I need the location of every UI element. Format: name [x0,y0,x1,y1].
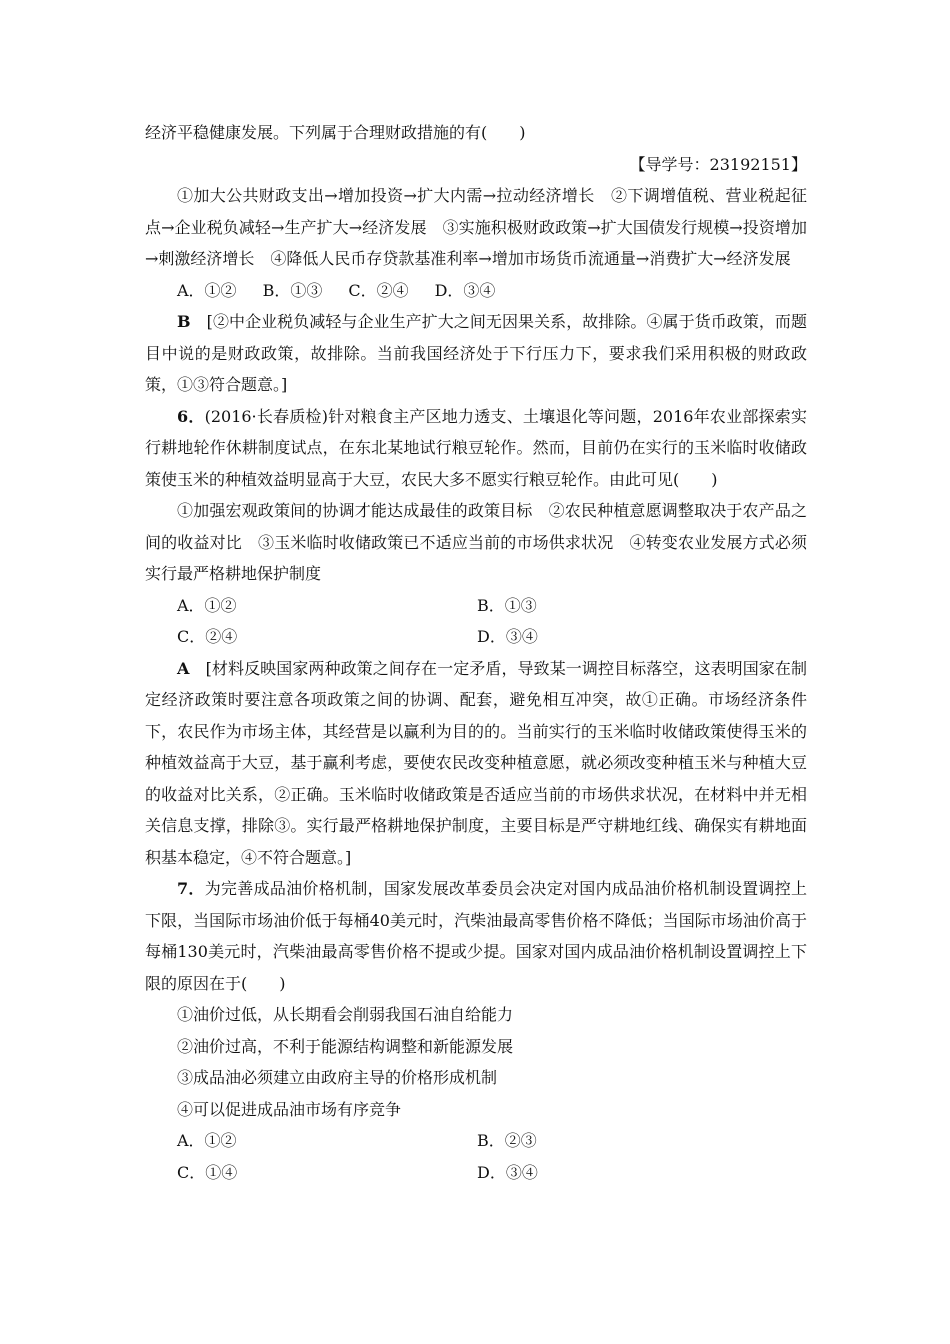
q5-option-b: B．①③ [262,280,323,300]
q7-item-3: ③成品油必须建立由政府主导的价格形成机制 [177,1068,498,1087]
q7-item-4: ④可以促进成品油市场有序竞争 [177,1099,402,1119]
q6-options [145,590,807,653]
q5-answer [145,306,807,401]
q7-item-2: ②油价过高，不利于能源结构调整和新能源发展 [177,1036,514,1056]
q7-option-a: A．①② [177,1131,237,1150]
q6-items: ①加强宏观政策间的协调才能达成最佳的政策目标 ②农民种植意愿调整取决于农产品之间的收益对比 ③玉米临时收储政策已不适应当前的市场供求状况 ④转变农业发展方式必须实行最严格耕地保护制度 [145,501,807,583]
document-body [145,117,807,1188]
q6-stem-paragraph [145,401,807,496]
q5-option-c: C．②④ [348,280,409,300]
q6-number: 6． [177,406,205,426]
q6-option-d: D．③④ [477,627,538,646]
q6-answer-letter: A [177,658,190,678]
q5-options [145,275,807,307]
q7-item-1: ①油价过低，从长期看会削弱我国石油自给能力 [177,1005,514,1024]
q6-explanation: [材料反映国家两种政策之间存在一定矛盾，导致某一调控目标落空，这表明国家在制定经济政策时要注意各项政策之间的协调、配套，避免相互冲突，故①正确。市场经济条件下，农民作为市场主体，其经营是以赢利为目的的。当前实行的玉米临时收储政策使得玉米的种植效益高于大豆，基于赢利考虑，要使农民改变种植意愿，就必须改变种植玉米与种植大豆的收益对比关系，②正确。玉米临时收储政策是否适应当前的市场供求状况，在材料中并无相关信息支撑，排除③。实行最严格耕地保护制度，主要目标是严守耕地红线、确保实有耕地面积基本稳定，④不符合题意。] [145,658,807,867]
q6-stem: (2016·长春质检)针对粮食主产区地力透支、土壤退化等问题，2016年农业部探索实行耕地轮作休耕制度试点，在东北某地试行粮豆轮作。然而，目前仍在实行的玉米临时收储政策使玉米的种植效益明显高于大豆，农民大多不愿实行粮豆轮作。由此可见( ) [145,406,807,489]
q6-option-a: A．①② [177,595,237,615]
q6-option-b: B．①③ [477,595,537,615]
q5-explanation: [②中企业税负减轻与企业生产扩大之间无因果关系，故排除。④属于货币政策，而题目中说的是财政政策，故排除。当前我国经济处于下行压力下，要求我们采用积极的财政政策，①③符合题意。] [145,312,807,394]
q5-items: ①加大公共财政支出→增加投资→扩大内需→拉动经济增长 ②下调增值税、营业税起征点→企业税负减轻→生产扩大→经济发展 ③实施积极财政政策→扩大国债发行规模→投资增加→刺激经济增长 ④降低人民币存贷款基准利率→增加市场货币流通量→消费扩大→经济发展 [145,186,807,268]
q5-answer-letter: B [177,312,191,331]
guide-number: 【导学号：23192151】 [629,154,807,174]
q7-stem: 为完善成品油价格机制，国家发展改革委员会决定对国内成品油价格机制设置调控上下限，当国际市场油价低于每桶40美元时，汽柴油最高零售价格不降低；当国际市场油价高于每桶130美元时，汽柴油最高零售价格不提或少提。国家对国内成品油价格机制设置调控上下限的原因在于( ) [145,879,807,993]
q5-stem-tail: 经济平稳健康发展。下列属于合理财政措施的有( ) [145,123,526,142]
q7-option-c: C．①④ [177,1162,238,1182]
q7-option-b: B．②③ [477,1131,537,1150]
q6-option-c: C．②④ [177,627,238,646]
q5-option-d: D．③④ [434,280,496,300]
q6-answer [145,653,807,874]
q7-stem-paragraph [145,873,807,999]
q7-number: 7． [177,879,205,898]
q7-option-d: D．③④ [477,1162,538,1182]
q5-option-a: A．①② [177,280,237,300]
q7-options [145,1125,807,1188]
